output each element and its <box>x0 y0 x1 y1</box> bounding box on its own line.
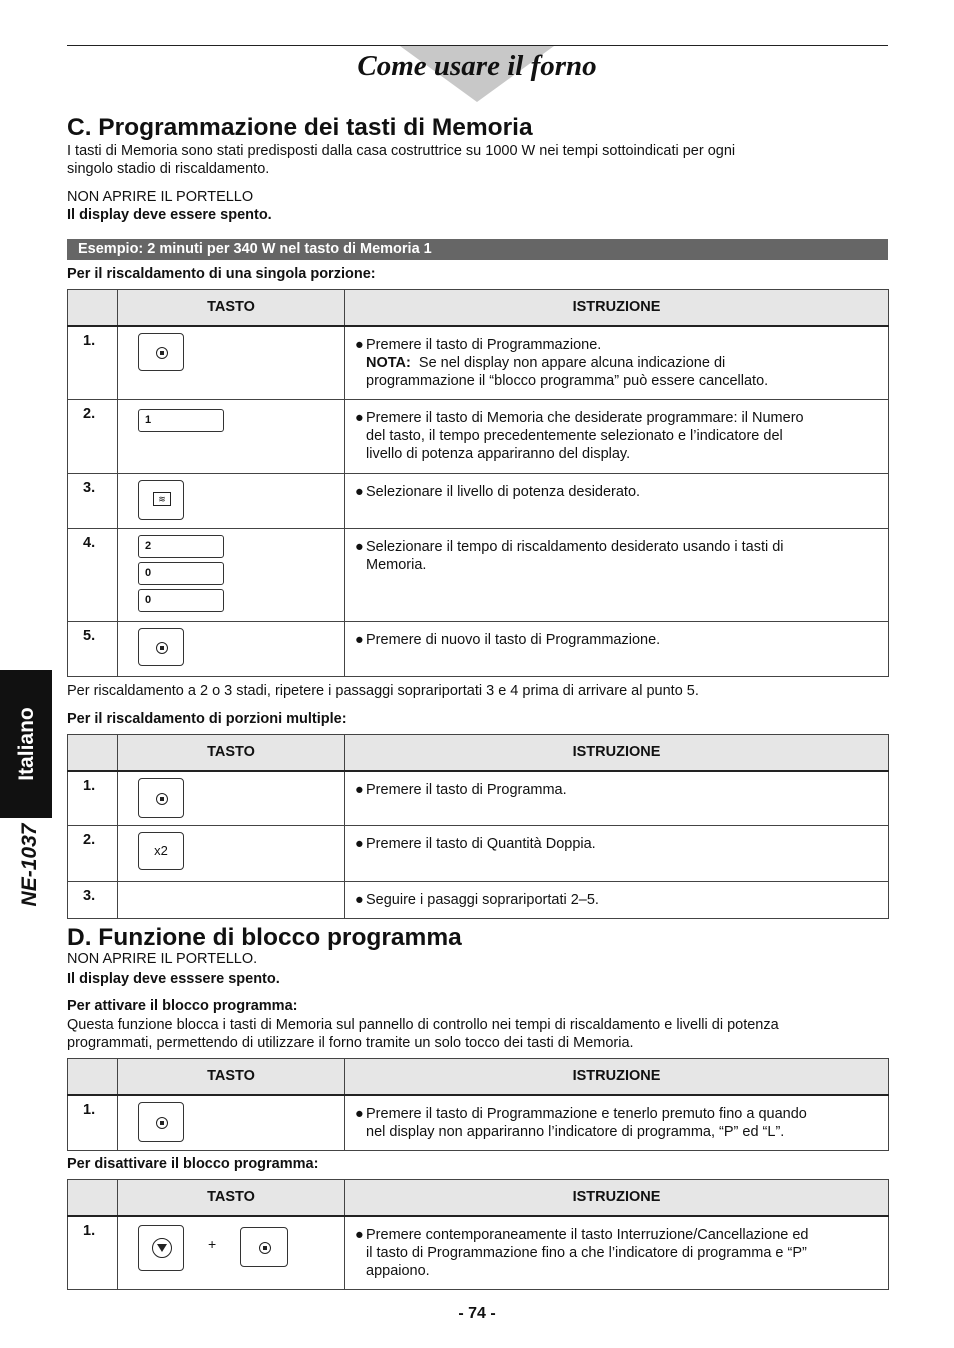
section-c-intro-1: I tasti di Memoria sono stati predisposti dalla casa costruttrice su 1000 W nei tempi sottoindicati per ogni <box>67 143 736 159</box>
table-row: 1. ● Premere il tasto di Programmazione e tenerlo premuto fino a quando nel display non appariranno l’indicatore di programma, “P” ed “L”. <box>68 1095 889 1151</box>
page-number: - 74 - <box>458 1305 496 1322</box>
table-row: 4. 2 0 0 ● Selezionare il tempo di riscaldamento desiderato usando i tasti di Memoria. <box>68 529 889 622</box>
table-row: 2. 1 ● Premere il tasto di Memoria che desiderate programmare: il Numero del tasto, il tempo precedentemente selezionato e l’indicatore del livello di potenza appariranno del display. <box>68 400 889 474</box>
table-row: 1. ● Premere il tasto di Programma. <box>68 771 889 826</box>
activate-label: Per attivare il blocco programma: <box>67 998 298 1014</box>
stop-cancel-button[interactable] <box>138 1225 184 1271</box>
memory-button-2[interactable]: 2 <box>138 535 224 558</box>
program-icon <box>156 1117 168 1129</box>
program-button[interactable] <box>138 778 184 818</box>
table-multiple-portions: TASTO ISTRUZIONE 1. ● Premere il tasto di Programma. 2. x2 ● Premere il tasto di Quantità Doppia. 3. ● Seguire i pasaggi soprariportati 2–5. <box>67 734 889 919</box>
program-button[interactable] <box>138 628 184 666</box>
table-row: 2. x2 ● Premere il tasto di Quantità Doppia. <box>68 826 889 882</box>
display-note: Il display deve essere spento. <box>67 207 272 223</box>
stop-icon <box>152 1238 172 1258</box>
program-button[interactable] <box>138 333 184 371</box>
door-warning: NON APRIRE IL PORTELLO <box>67 189 254 205</box>
col-header-instruction: ISTRUZIONE <box>345 290 889 326</box>
note-label: NOTA: <box>366 354 411 371</box>
instruction-text: Premere il tasto di Programmazione. <box>366 336 602 353</box>
program-icon <box>259 1242 271 1254</box>
section-d-title: D. Funzione di blocco programma <box>67 924 462 951</box>
memory-button-0[interactable]: 0 <box>138 562 224 585</box>
memory-button-0[interactable]: 0 <box>138 589 224 612</box>
power-level-button[interactable] <box>138 480 184 520</box>
activate-text-2: programmati, permettendo di utilizzare il forno tramite un solo tocco dei tasti di Memoria. <box>67 1035 634 1051</box>
example-bar: Esempio: 2 minuti per 340 W nel tasto di Memoria 1 <box>67 239 888 260</box>
double-quantity-button[interactable]: x2 <box>138 832 184 870</box>
display-note-d: Il display deve esssere spento. <box>67 971 280 987</box>
section-c-intro-2: singolo stadio di riscaldamento. <box>67 161 270 177</box>
model-label: NE-1037 <box>18 823 41 907</box>
language-tab: Italiano <box>0 670 52 818</box>
program-icon <box>156 347 168 359</box>
table-row: 3. ≋ ● Selezionare il livello di potenza desiderato. <box>68 474 889 529</box>
step-number: 1. <box>68 326 118 400</box>
multi-portion-label: Per il riscaldamento di porzioni multiple: <box>67 711 347 727</box>
stages-note: Per riscaldamento a 2 o 3 stadi, ripetere i passaggi soprariportati 3 e 4 prima di arrivare al punto 5. <box>67 683 699 699</box>
plus-sign: + <box>208 1235 217 1252</box>
program-button[interactable] <box>138 1102 184 1142</box>
table-activate-lock: TASTO ISTRUZIONE 1. ● Premere il tasto di Programmazione e tenerlo premuto fino a quando nel display non appariranno l’indicatore di programma, “P” ed “L”. <box>67 1058 889 1151</box>
memory-button-1[interactable]: 1 <box>138 409 224 432</box>
table-row: 5. ● Premere di nuovo il tasto di Programmazione. <box>68 622 889 677</box>
page-header-title: Come usare il forno <box>357 50 597 82</box>
table-row: 3. ● Seguire i pasaggi soprariportati 2–5. <box>68 882 889 919</box>
table-deactivate-lock: TASTO ISTRUZIONE 1. + ● Premere contemporaneamente il tasto Interruzione/Cancellazione ed il tasto di Programmazione fino a che l’indicatore di programma e “P” appaiono. <box>67 1179 889 1290</box>
col-header-key: TASTO <box>118 290 345 326</box>
single-portion-label: Per il riscaldamento di una singola porzione: <box>67 266 376 282</box>
door-warning-d: NON APRIRE IL PORTELLO. <box>67 951 258 967</box>
activate-text-1: Questa funzione blocca i tasti di Memoria sul pannello di controllo nei tempi di riscaldamento e livelli di potenza <box>67 1017 779 1033</box>
deactivate-label: Per disattivare il blocco programma: <box>67 1156 319 1172</box>
section-c-title: C. Programmazione dei tasti di Memoria <box>67 114 533 141</box>
table-single-portion <box>67 289 889 677</box>
table-row: 1. ● Premere il tasto di Programmazione. NOTA: Se nel display non appare alcuna indicazione di programmazione il “blocco programma” può essere cancellato. <box>68 326 889 400</box>
program-icon <box>156 642 168 654</box>
table-row: 1. + ● Premere contemporaneamente il tasto Interruzione/Cancellazione ed il tasto di Programmazione fino a che l’indicatore di programma e “P” appaiono. <box>68 1216 889 1290</box>
program-button[interactable] <box>240 1227 288 1267</box>
power-level-icon: ≋ <box>153 492 171 506</box>
program-icon <box>156 793 168 805</box>
